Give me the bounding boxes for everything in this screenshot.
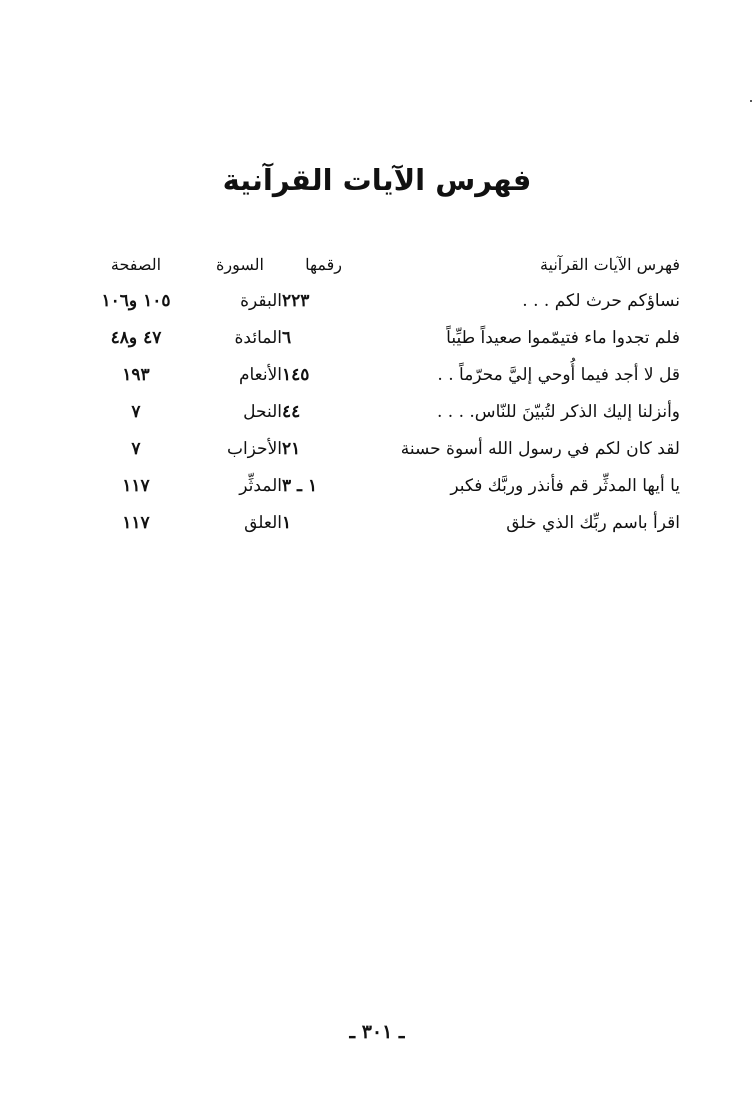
verse-number: ١٤٥ [282, 365, 310, 385]
surah-name: النحل [243, 402, 282, 422]
page-number: ـ ٣٠١ ـ [349, 1021, 405, 1043]
verse-text: نساؤكم حرث لكم . . . [522, 291, 680, 311]
verse-text: لقد كان لكم في رسول الله أسوة حسنة [400, 439, 680, 459]
surah-name: المائدة [234, 328, 282, 348]
table-row [98, 357, 680, 394]
table-row [98, 505, 680, 542]
verse-text: قل لا أجد فيما أُوحي إليَّ محرّماً . . [437, 365, 680, 385]
surah-name: البقرة [240, 291, 282, 311]
table-header [98, 247, 680, 283]
verse-text: يا أيها المدثِّر قم فأنذر وربَّك فكبر [450, 476, 680, 496]
verse-number: ١ ـ ٣ [282, 476, 318, 496]
table-row [98, 431, 680, 468]
table-row [98, 394, 680, 431]
verse-number: ٦ [282, 328, 292, 348]
surah-name: المدثِّر [239, 476, 282, 496]
verse-text: فلم تجدوا ماء فتيمّموا صعيداً طيِّباً [446, 328, 680, 348]
verse-text: وأنزلنا إليك الذكر لتُبيّنَ للنّاس. . . . [436, 402, 680, 422]
surah-name: العلق [244, 513, 282, 533]
verse-number: ٢١ [282, 439, 301, 459]
column-header-number: رقمها [305, 255, 342, 274]
quran-verses-index-table [98, 247, 680, 542]
page-reference: ٧ [131, 439, 141, 459]
verse-text: اقرأ باسم ربِّك الذي خلق [506, 513, 680, 533]
page-reference: ٧ [131, 402, 141, 422]
verse-number: ٤٤ [282, 402, 301, 422]
table-row [98, 283, 680, 320]
page-reference: ١٠٥ و١٠٦ [101, 291, 171, 311]
column-header-verse: فهرس الآيات القرآنية [539, 255, 680, 274]
page-title: فهرس الآيات القرآنية [222, 163, 532, 197]
page-reference: ٤٧ و٤٨ [110, 328, 162, 348]
column-header-page: الصفحة [110, 255, 162, 274]
surah-name: الأحزاب [226, 439, 282, 459]
verse-number: ١ [282, 513, 292, 533]
page-reference: ١١٧ [122, 476, 150, 496]
verse-number: ٢٢٣ [282, 291, 310, 311]
page-reference: ١١٧ [122, 513, 150, 533]
table-row [98, 320, 680, 357]
page-reference: ١٩٣ [122, 365, 150, 385]
table-row [98, 468, 680, 505]
scan-speck [750, 100, 752, 102]
column-header-surah: السورة [216, 255, 264, 274]
surah-name: الأنعام [238, 365, 282, 385]
